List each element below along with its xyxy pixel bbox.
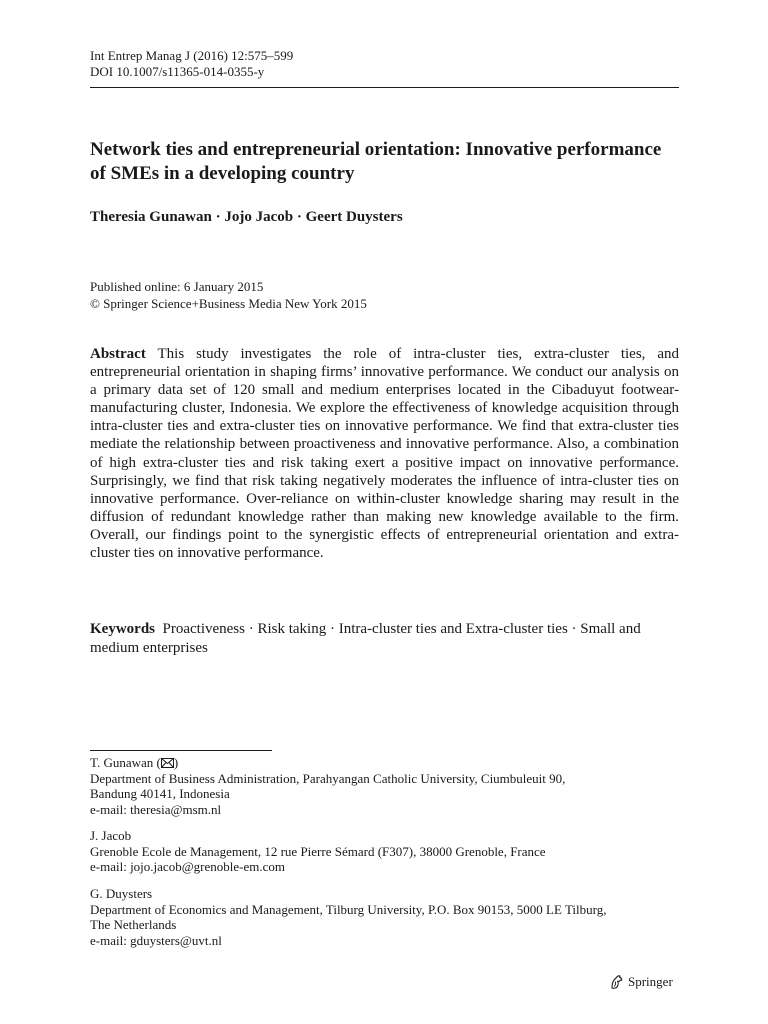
publication-info	[90, 278, 367, 312]
springer-horse-icon	[609, 974, 625, 990]
author-name: Theresia Gunawan	[90, 209, 212, 225]
affiliation-author-name: G. Duysters	[90, 886, 153, 901]
affiliation-line: Department of Economics and Management, Tilburg University, P.O. Box 90153, 5000 LE Tilburg,	[90, 901, 607, 917]
publisher-name: Springer	[628, 974, 673, 989]
affiliation-author	[90, 755, 680, 771]
affiliation-block	[90, 886, 680, 948]
affiliation-author-suffix: )	[173, 755, 179, 770]
author-separator: ·	[293, 209, 306, 225]
author-name: Geert Duysters	[305, 209, 403, 225]
author-name: Jojo Jacob	[224, 209, 294, 225]
author-list	[90, 207, 403, 227]
affiliation-block	[90, 755, 680, 817]
journal-citation: Int Entrep Manag J (2016) 12:575–599	[90, 48, 294, 63]
footnote-rule	[90, 750, 272, 751]
abstract-label: Abstract	[90, 346, 146, 362]
publisher-logo	[609, 973, 673, 991]
header-rule	[90, 87, 679, 88]
affiliation-block	[90, 828, 680, 875]
keywords-label: Keywords	[90, 621, 155, 637]
journal-doi: DOI 10.1007/s11365-014-0355-y	[90, 64, 265, 79]
abstract-text: This study investigates the role of intra-cluster ties, extra-cluster ties, and entrepreneurial orientation in shaping firms’ innovative performance. We conduct our analysis on a primary data set of 120 small and medium enterprises located in the Cibaduyut footwear-manufacturing cluster, Indonesia. We explore the effectiveness of knowledge acquisition through intra-cluster ties and extra-cluster ties on innovative performance. We find that extra-cluster ties mediate the relationship between proactiveness and innovative performance. Also, a combination of high extra-cluster ties and risk taking exert a positive impact on innovative performance. Surprisingly, we find that risk taking negatively moderates the influence of intra-cluster ties on innovative performance. Over-reliance on within-cluster knowledge sharing may result in the diffusion of redundant knowledge rather than making new knowledge available to the firm. Overall, our findings point to the synergistic effects of entrepreneurial orientation and extra-cluster ties on innovative performance.	[90, 346, 680, 562]
abstract	[90, 345, 679, 562]
published-date: Published online: 6 January 2015	[90, 279, 264, 294]
affiliation-author-name: J. Jacob	[90, 828, 132, 843]
envelope-icon	[161, 758, 174, 768]
affiliation-line: The Netherlands	[90, 917, 177, 932]
affiliation-email: e-mail: jojo.jacob@grenoble-em.com	[90, 859, 285, 874]
journal-reference	[90, 48, 293, 80]
keywords	[90, 620, 682, 658]
article-title: Network ties and entrepreneurial orientation: Innovative performance of SMEs in a developing country	[90, 139, 662, 184]
affiliation-email: e-mail: theresia@msm.nl	[90, 801, 222, 817]
affiliation-line: Department of Business Administration, Parahyangan Catholic University, Ciumbuleuit 90,	[90, 770, 566, 786]
author-separator: ·	[211, 209, 225, 225]
affiliation-line: Grenoble Ecole de Management, 12 rue Pierre Sémard (F307), 38000 Grenoble, France	[90, 843, 546, 859]
keywords-text: Proactiveness · Risk taking · Intra-cluster ties and Extra-cluster ties · Small and medium enterprises	[90, 621, 641, 656]
affiliation-line: Bandung 40141, Indonesia	[90, 786, 230, 801]
affiliation-email: e-mail: gduysters@uvt.nl	[90, 932, 222, 948]
copyright-line: © Springer Science+Business Media New York 2015	[90, 296, 367, 311]
affiliation-author-name: T. Gunawan (	[90, 755, 161, 770]
